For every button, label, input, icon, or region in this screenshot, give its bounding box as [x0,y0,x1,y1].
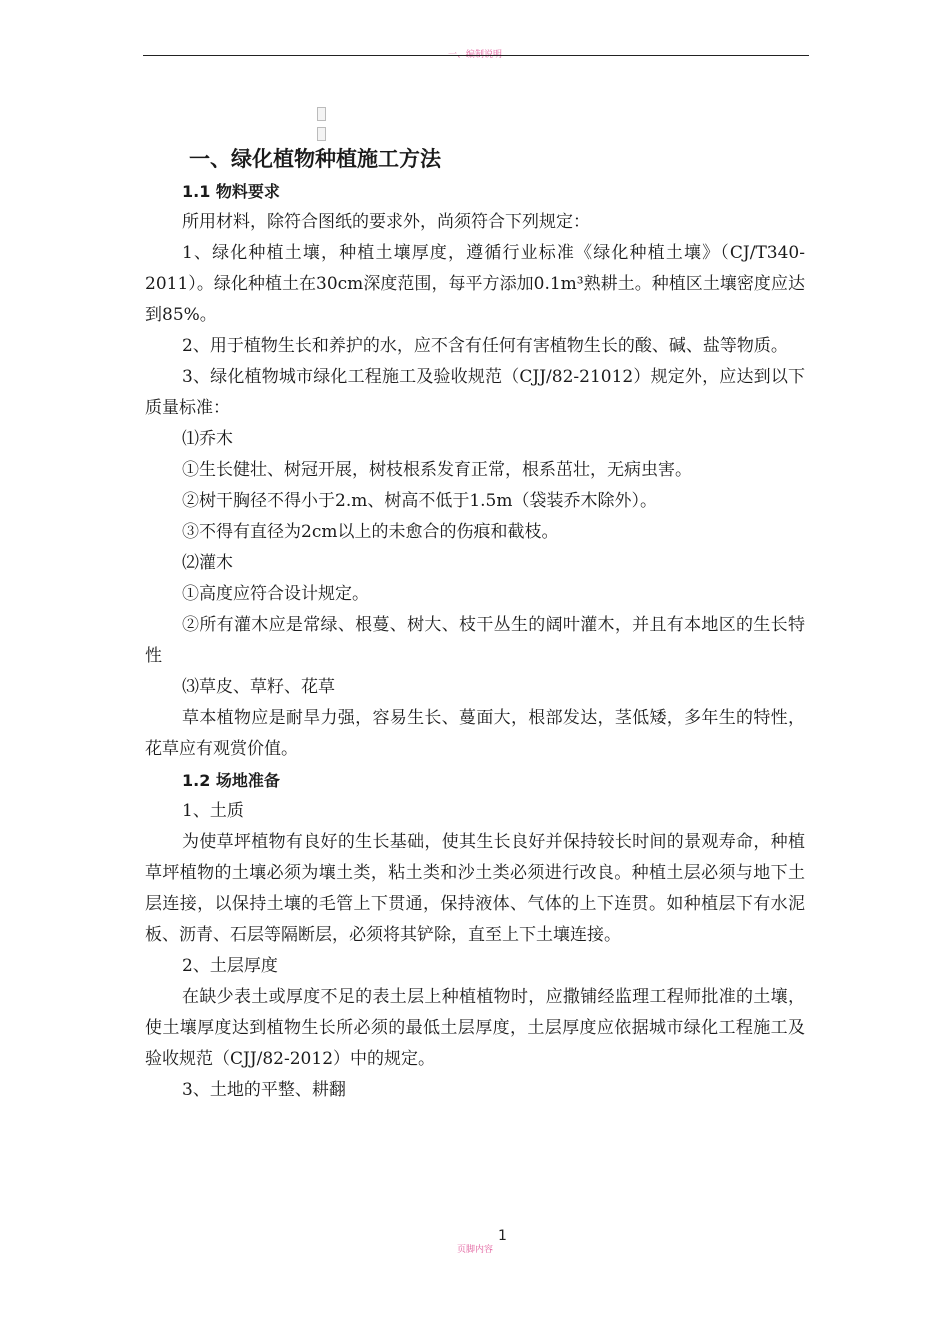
paragraph: ①高度应符合设计规定。 [182,584,369,604]
document-title: 一、绿化植物种植施工方法 [189,147,441,171]
footer-text: 页脚内容 [456,1245,493,1255]
paragraph: ⑵灌木 [182,553,233,573]
section-heading: 1.1 物料要求 [182,182,280,201]
paragraph: 为使草坪植物有良好的生长基础，使其生长良好并保持较长时间的景观寿命，种植草坪植物的土壤必须为壤土类，粘土类和沙土类必须进行改良。种植土层必须与地下土层连接，以保持土壤的毛管上下贯通，保持液体、气体的上下连贯。如种植层下有水泥板、沥青、石层等隔断层，必须将其铲除，直至上下土壤连接。 [145,832,805,945]
edit-marker-icon [317,127,326,141]
header-divider [143,55,809,56]
paragraph: 所用材料，除符合图纸的要求外，尚须符合下列规定： [182,212,590,232]
paragraph: 3、土地的平整、耕翻 [182,1080,346,1100]
document-body [145,140,805,1106]
edit-marker-icon [317,107,326,121]
paragraph: 在缺少表土或厚度不足的表土层上种植植物时，应撒铺经监理工程师批准的土壤，使土壤厚度达到植物生长所必须的最低土层厚度，土层厚度应依据城市绿化工程施工及验收规范（CJJ/82-2012）中的规定。 [145,987,805,1069]
paragraph: 2、用于植物生长和养护的水，应不含有任何有害植物生长的酸、碱、盐等物质。 [182,336,788,356]
paragraph: 2、土层厚度 [182,956,278,976]
paragraph: 3、绿化植物城市绿化工程施工及验收规范（CJJ/82-21012）规定外，应达到以下质量标准： [145,367,805,418]
paragraph: ①生长健壮、树冠开展，树枝根系发育正常，根系茁壮，无病虫害。 [182,460,692,480]
paragraph: 1、土质 [182,801,244,821]
paragraph: 草本植物应是耐旱力强，容易生长、蔓面大，根部发达，茎低矮，多年生的特性，花草应有观赏价值。 [145,708,805,759]
section-heading: 1.2 场地准备 [182,771,280,790]
paragraph: ⑴乔木 [182,429,233,449]
paragraph: ②树干胸径不得小于2.m、树高不低于1.5m（袋装乔木除外）。 [182,491,657,511]
paragraph: 1、绿化种植土壤，种植土壤厚度，遵循行业标准《绿化种植土壤》（CJ/T340-2011）。绿化种植土在30cm深度范围，每平方添加0.1m³熟耕土。种植区土壤密度应达到85%。 [145,243,805,325]
page-number: 1 [498,1228,507,1244]
paragraph: ②所有灌木应是常绿、根蔓、树大、枝干丛生的阔叶灌木，并且有本地区的生长特性 [145,615,805,666]
header-text: 一、编制说明 [447,50,502,60]
paragraph: ⑶草皮、草籽、花草 [182,677,335,697]
paragraph: ③不得有直径为2cm以上的未愈合的伤痕和截枝。 [182,522,559,542]
